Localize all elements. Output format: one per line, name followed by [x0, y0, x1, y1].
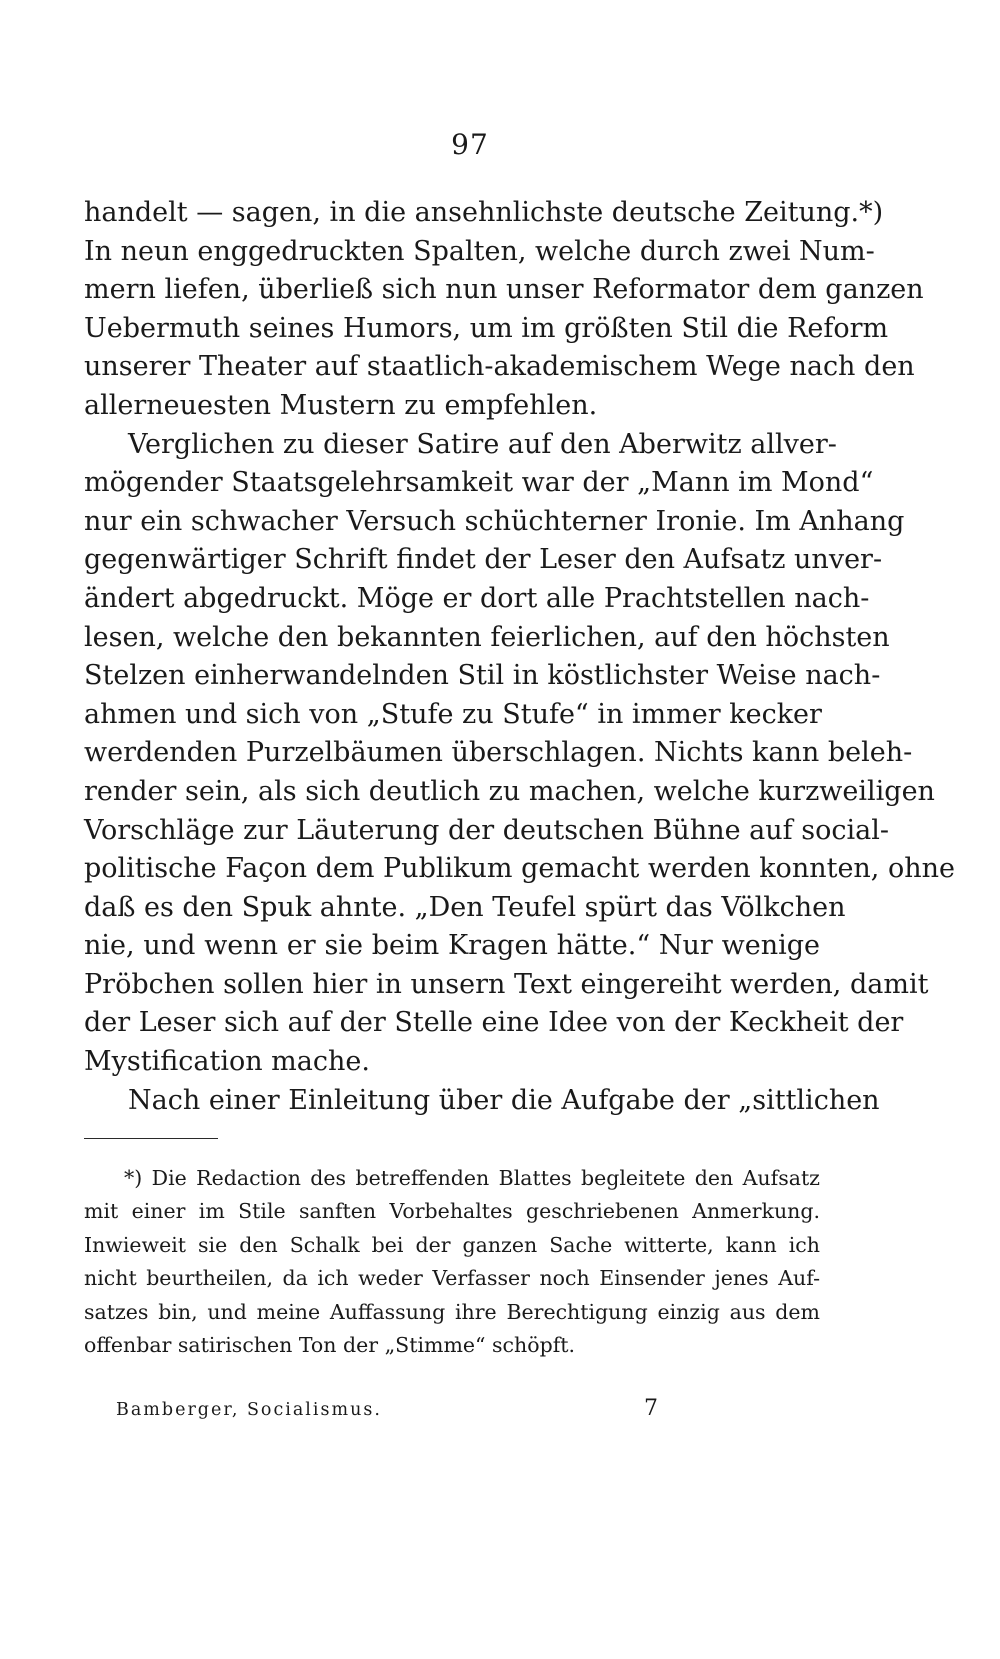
text-line: der Leser sich auf der Stelle eine Idee von der Keckheit der	[84, 1007, 904, 1039]
text-line: allerneuesten Mustern zu empfehlen.	[84, 389, 598, 421]
footnote-line: Inwieweit sie den Schalk bei der ganzen Sache witterte, kann ich	[84, 1232, 820, 1257]
footnote-line: satzes bin, und meine Auffassung ihre Berechtigung einzig aus dem	[84, 1299, 820, 1324]
signature-number: 7	[644, 1396, 658, 1421]
text-line: render sein, als sich deutlich zu machen, welche kurzweiligen	[84, 775, 935, 807]
text-line: gegenwärtiger Schrift findet der Leser den Aufsatz unver-	[84, 544, 883, 576]
text-line: Vorschläge zur Läuterung der deutschen Bühne auf social-	[84, 814, 889, 846]
text-line: In neun enggedruckten Spalten, welche durch zwei Num-	[84, 235, 875, 267]
page-number: 97	[451, 128, 489, 161]
text-line: nie, und wenn er sie beim Kragen hätte.“ Nur wenige	[84, 930, 820, 962]
text-line: Nach einer Einleitung über die Aufgabe der „sittlichen	[128, 1084, 880, 1116]
text-line: nur ein schwacher Versuch schüchterner Ironie. Im Anhang	[84, 505, 905, 537]
text-line: Verglichen zu dieser Satire auf den Aberwitz allver-	[128, 428, 837, 460]
body-text	[84, 194, 955, 1120]
text-line: mern liefen, überließ sich nun unser Reformator dem ganzen	[84, 274, 924, 306]
text-line: unserer Theater auf staatlich-akademischem Wege nach den	[84, 351, 915, 383]
text-line: Stelzen einherwandelnden Stil in köstlichster Weise nach-	[84, 660, 881, 692]
text-line: politische Façon dem Publikum gemacht werden konnten, ohne	[84, 853, 955, 885]
footnote-line: nicht beurtheilen, da ich weder Verfasser noch Einsender jenes Auf-	[84, 1266, 820, 1291]
text-line: Mystification mache.	[84, 1046, 370, 1078]
footnote-line: mit einer im Stile sanften Vorbehaltes geschriebenen Anmerkung.	[84, 1199, 820, 1224]
signature-mark: Bamberger, Socialismus.	[116, 1400, 382, 1420]
footnote	[84, 1162, 820, 1362]
text-line: daß es den Spuk ahnte. „Den Teufel spürt das Völkchen	[84, 891, 846, 923]
text-line: ahmen und sich von „Stufe zu Stufe“ in immer kecker	[84, 698, 822, 730]
text-line: ändert abgedruckt. Möge er dort alle Prachtstellen nach-	[84, 582, 870, 614]
text-line: mögender Staatsgelehrsamkeit war der „Mann im Mond“	[84, 467, 874, 499]
text-line: werdenden Purzelbäumen überschlagen. Nichts kann beleh-	[84, 737, 913, 769]
text-line: Pröbchen sollen hier in unsern Text eingereiht werden, damit	[84, 968, 929, 1000]
text-line: Uebermuth seines Humors, um im größten Stil die Reform	[84, 312, 889, 344]
text-line: handelt — sagen, in die ansehnlichste deutsche Zeitung.*)	[84, 197, 884, 228]
text-line: lesen, welche den bekannten feierlichen, auf den höchsten	[84, 621, 890, 653]
footnote-line: *) Die Redaction des betreffenden Blattes begleitete den Aufsatz	[124, 1166, 820, 1190]
footnote-divider	[84, 1138, 218, 1139]
footnote-line: offenbar satirischen Ton der „Stimme“ schöpft.	[84, 1333, 576, 1358]
